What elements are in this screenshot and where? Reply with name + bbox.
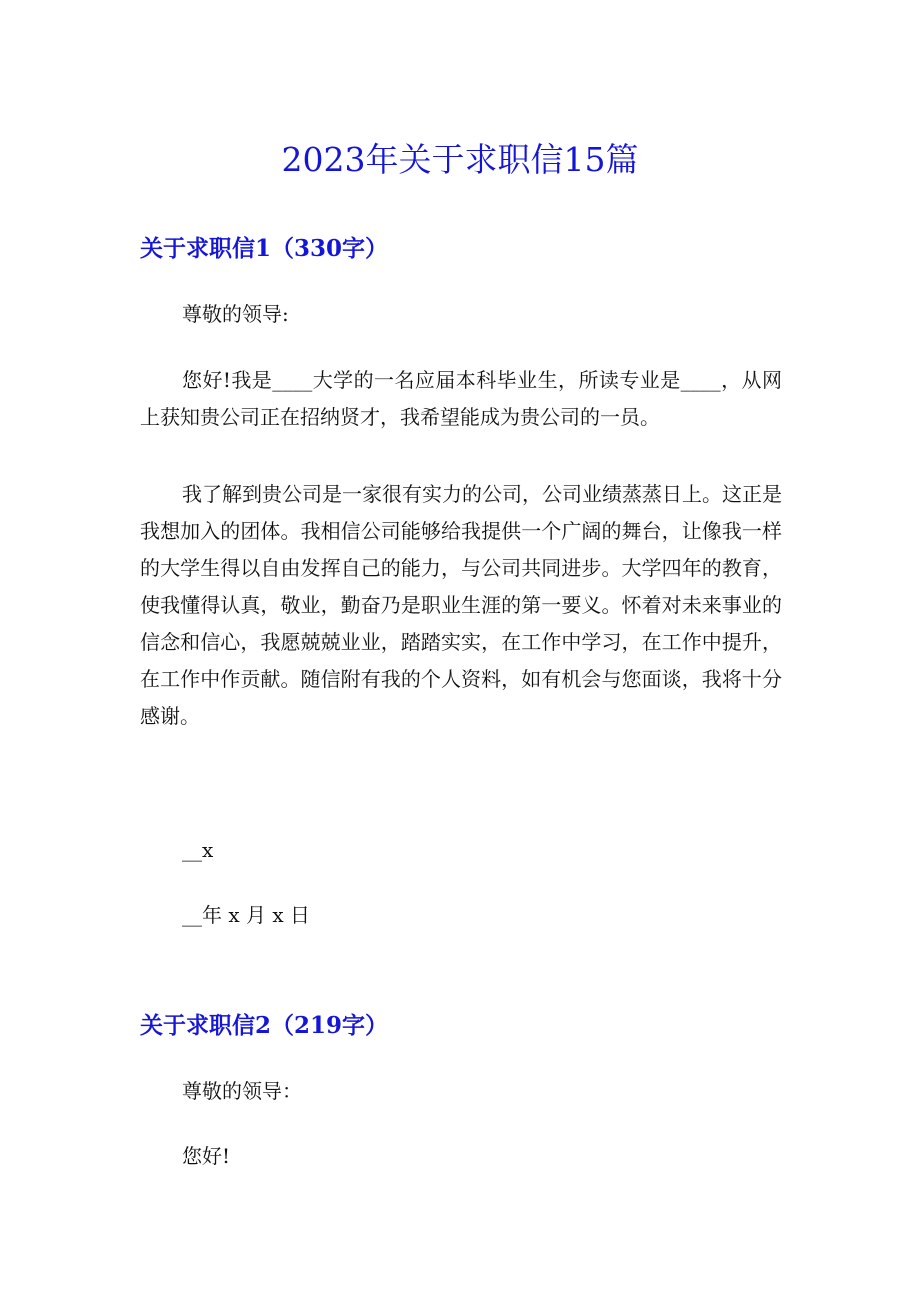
letter-1-heading: 关于求职信1（330字） <box>140 235 389 262</box>
letter-1-date: __年 x 月 x 日 <box>182 903 310 927</box>
page-title: 2023年关于求职信15篇 <box>281 140 639 179</box>
letter-2-heading: 关于求职信2（219字） <box>140 1012 389 1039</box>
letter-1-signature: __x <box>182 838 214 862</box>
letter-1-salutation: 尊敬的领导: <box>182 302 289 326</box>
letter-1-paragraph-1: 您好!我是____大学的一名应届本科毕业生，所读专业是____，从网上获知贵公司正在招纳贤才，我希望能成为贵公司的一员。 <box>140 368 782 429</box>
letter-2-greeting: 您好! <box>182 1144 231 1168</box>
letter-1-paragraph-2: 我了解到贵公司是一家很有实力的公司，公司业绩蒸蒸日上。这正是我想加入的团体。我相信公司能够给我提供一个广阔的舞台，让像我一样的大学生得以自由发挥自己的能力，与公司共同进步。大学四年的教育，使我懂得认真，敬业，勤奋乃是职业生涯的第一要义。怀着对未来事业的信念和信心，我愿兢兢业业，踏踏实实，在工作中学习，在工作中提升，在工作中作贡献。随信附有我的个人资料，如有机会与您面谈，我将十分感谢。 <box>140 482 782 728</box>
letter-2-salutation: 尊敬的领导： <box>182 1079 302 1103</box>
